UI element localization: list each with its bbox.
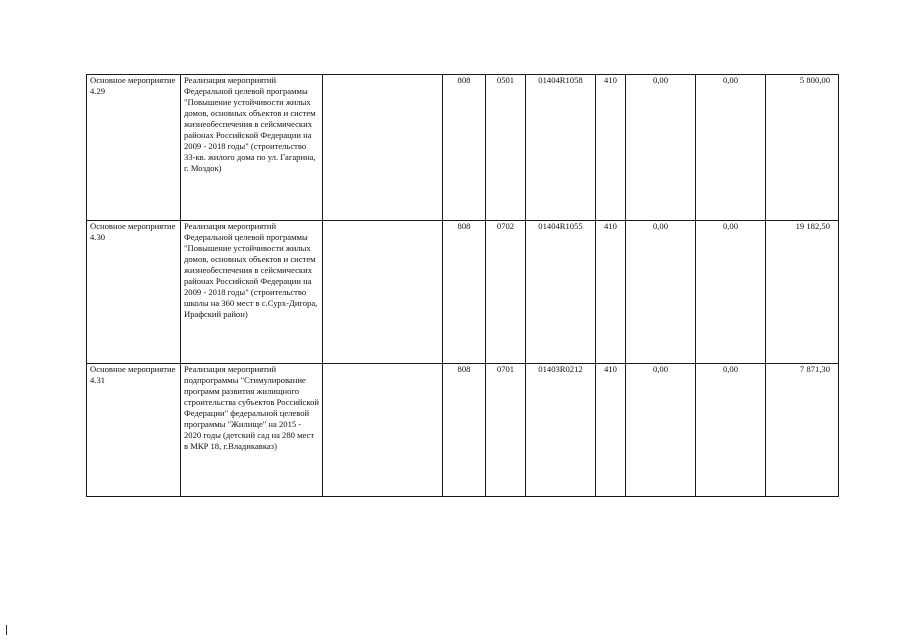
grbs-code-cell: 808 <box>443 75 486 221</box>
budget-table <box>86 74 839 497</box>
empty-cell <box>323 221 443 364</box>
amount-1-cell: 0,00 <box>626 221 696 364</box>
event-name-cell: Основное мероприятие 4.30 <box>87 221 181 364</box>
grbs-code-cell: 808 <box>443 364 486 497</box>
section-code-cell: 0702 <box>486 221 526 364</box>
event-description-cell: Реализация мероприятий подпрограммы "Стимулирование программ развития жилищного строительства субъектов Российской Федерации" федеральной целевой программы "Жилище" на 2015 - 2020 годы (детский сад на 280 мест в МКР 18, г.Владикавказ) <box>181 364 323 497</box>
expense-type-cell: 410 <box>596 364 626 497</box>
target-article-cell: 01404R1058 <box>526 75 596 221</box>
amount-1-cell: 0,00 <box>626 75 696 221</box>
section-code-cell: 0501 <box>486 75 526 221</box>
amount-2-cell: 0,00 <box>696 364 766 497</box>
table-row <box>87 364 839 497</box>
empty-cell <box>323 364 443 497</box>
scan-edge-mark <box>6 625 7 635</box>
grbs-code-cell: 808 <box>443 221 486 364</box>
amount-2-cell: 0,00 <box>696 75 766 221</box>
table-row <box>87 221 839 364</box>
target-article-cell: 01404R1055 <box>526 221 596 364</box>
event-description-cell: Реализация мероприятий Федеральной целевой программы "Повышение устойчивости жилых домов, основных объектов и систем жизнеобеспечения в сейсмических районах Российской Федерации на 2009 - 2018 годы" (строительство школы на 360 мест в с.Сурх-Дигора, Ирафский район) <box>181 221 323 364</box>
amount-3-cell: 5 800,00 <box>766 75 839 221</box>
target-article-cell: 01403R0212 <box>526 364 596 497</box>
amount-1-cell: 0,00 <box>626 364 696 497</box>
section-code-cell: 0701 <box>486 364 526 497</box>
event-name-cell: Основное мероприятие 4.31 <box>87 364 181 497</box>
amount-2-cell: 0,00 <box>696 221 766 364</box>
event-name-cell: Основное мероприятие 4.29 <box>87 75 181 221</box>
expense-type-cell: 410 <box>596 221 626 364</box>
table-row <box>87 75 839 221</box>
expense-type-cell: 410 <box>596 75 626 221</box>
amount-3-cell: 19 182,50 <box>766 221 839 364</box>
empty-cell <box>323 75 443 221</box>
event-description-cell: Реализация мероприятий Федеральной целевой программы "Повышение устойчивости жилых домов, основных объектов и систем жизнеобеспечения в сейсмических районах Российской Федерации на 2009 - 2018 годы" (строительство 33-кв. жилого дома по ул. Гагарина, г. Моздок) <box>181 75 323 221</box>
amount-3-cell: 7 871,30 <box>766 364 839 497</box>
